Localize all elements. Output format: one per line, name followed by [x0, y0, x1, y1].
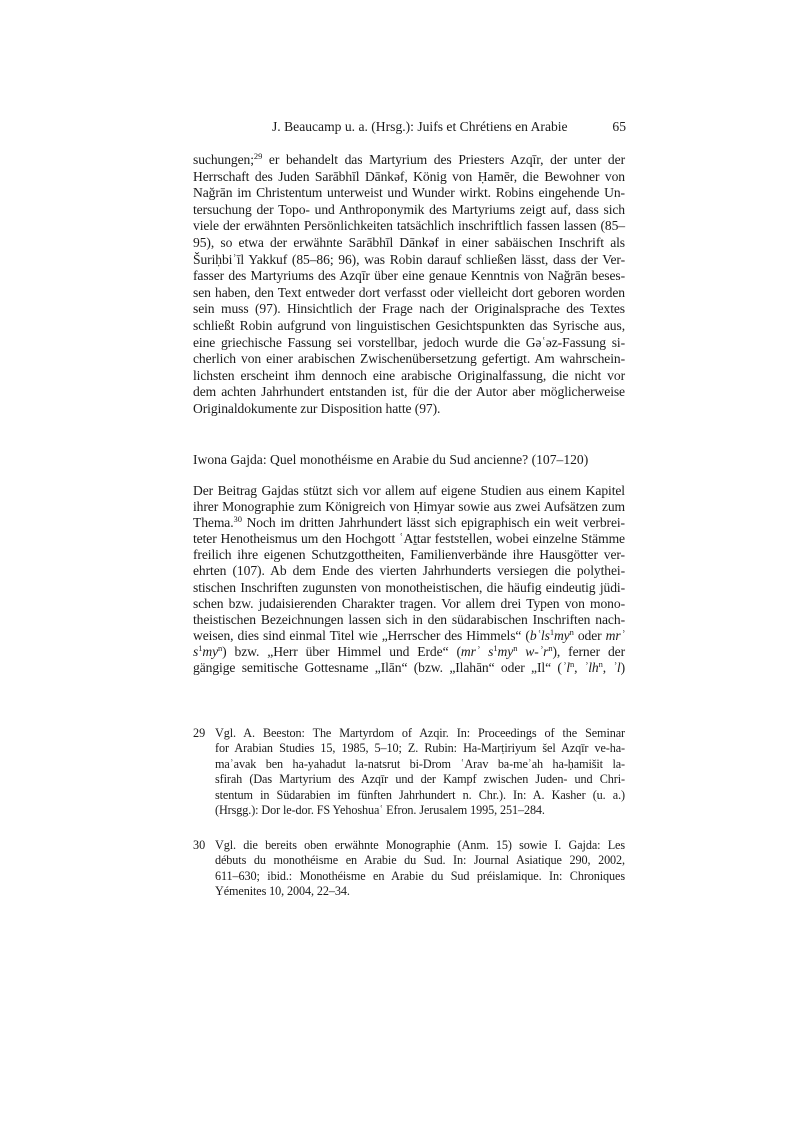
- text-segment: Der Beitrag Gajdas stützt sich vor allem auf eigene Studien aus einem Kapitel: [193, 483, 625, 498]
- text-segment: 95), so etwa der erwähnte Sarābhīl Dānkəf in einer sabäischen Inschrift als: [193, 234, 625, 250]
- text-segment: Vgl. die bereits oben erwähnte Monographie (Anm. 15) sowie I. Gajda: Les: [215, 838, 625, 852]
- text-line: [215, 838, 625, 853]
- text-line: [193, 401, 625, 418]
- text-segment: Šuriḥbiʾīl Yakkuf (85–86; 96), was Robin darauf schließen lässt, dass der Ver-: [193, 251, 625, 267]
- text-line: [215, 884, 625, 899]
- text-segment: ʾl: [561, 660, 570, 676]
- text-line: [193, 368, 625, 385]
- text-line: [193, 202, 625, 219]
- text-segment: schen bzw. judaisierenden Charakter tragen. Vor allem drei Typen von mono-: [193, 595, 625, 611]
- footnote-text: [215, 838, 625, 900]
- text-segment: Thema.: [193, 515, 234, 531]
- text-line: [193, 268, 625, 285]
- text-segment: tersuchung der Topo- und Anthroponymik des Martyriums zeigt auf, dass sich: [193, 201, 625, 217]
- text-line: [193, 644, 625, 660]
- text-segment: Nağrān im Christentum unterweist und Wunder wirkt. Robins eingehende Un-: [193, 185, 625, 201]
- text-line: [193, 483, 625, 499]
- text-segment: sfirah (Das Martyrium des Azqīr und der Kampf zwischen Juden- und Chri-: [215, 772, 625, 787]
- text-line: [215, 741, 625, 756]
- text-segment: ehrten (107). Ab dem Ende des vierten Jahrhunderts versiegen die polythei-: [193, 563, 625, 579]
- running-head: J. Beaucamp u. a. (Hrsg.): Juifs et Chrétiens en Arabie: [272, 119, 568, 134]
- text-segment: (Hrsgg.): Dor le-dor. FS Yehoshuaʿ Efron. Jerusalem 1995, 251–284.: [215, 802, 545, 817]
- text-segment: schließt Robin aufgrund von linguistischen Gesichtspunkten das Syrische aus,: [193, 317, 625, 333]
- footnote-text: [215, 726, 625, 818]
- text-line: [193, 531, 625, 547]
- text-segment: Originaldokumente zur Disposition hatte (97).: [193, 400, 441, 416]
- superscript: n: [218, 642, 223, 653]
- superscript: n: [569, 626, 574, 637]
- text-line: [193, 185, 625, 202]
- footnote-number: 30: [193, 838, 206, 852]
- superscript: 1: [493, 642, 498, 653]
- text-line: [193, 285, 625, 302]
- text-line: [193, 169, 625, 186]
- text-segment: ) bzw. „Herr über Himmel und Erde“ (: [222, 643, 461, 659]
- text-line: [193, 628, 625, 644]
- text-segment: ): [620, 660, 625, 676]
- text-segment: stentum in Südarabien im fünften Jahrhundert n. Chr.). In: A. Kasher (u. a.): [215, 787, 625, 802]
- text-segment: gängige semitische Gottesname „Ilān“ (bzw. „Ilahān“ oder „Il“ (: [193, 660, 562, 676]
- text-segment: Vgl. A. Beeston: The Martyrdom of Azqir. In: Proceedings of the Seminar: [215, 726, 625, 740]
- text-line: [193, 235, 625, 252]
- text-line: [193, 515, 625, 531]
- paragraph-gajda-summary: [193, 483, 625, 676]
- text-segment: ʾlh: [583, 660, 599, 676]
- text-segment: ihrer Monographie zum Königreich von Ḥimyar sowie aus zwei Aufsätzen zum: [193, 499, 625, 515]
- text-line: [215, 788, 625, 803]
- superscript: n: [548, 642, 553, 653]
- text-line: [215, 803, 625, 818]
- text-line: [193, 351, 625, 368]
- text-line: [193, 318, 625, 335]
- text-line: [193, 384, 625, 401]
- superscript: n: [569, 659, 575, 670]
- text-segment: w-ʾr: [517, 643, 549, 659]
- text-line: [193, 301, 625, 318]
- text-segment: my: [202, 643, 219, 659]
- text-line: [193, 580, 625, 596]
- text-segment: dem achten Jahrhundert entstanden ist, für die der Autor aber möglicherweise: [193, 384, 625, 400]
- text-segment: theistischen Bezeichnungen lassen sich in den südarabischen Inschriften nach-: [193, 611, 625, 627]
- section-heading: Iwona Gajda: Quel monothéisme en Arabie du Sud ancienne? (107–120): [193, 452, 589, 467]
- text-segment: Yémenites 10, 2004, 22–34.: [215, 884, 350, 899]
- text-line: [193, 152, 625, 169]
- text-line: [193, 612, 625, 628]
- text-line: [193, 335, 625, 352]
- text-segment: my: [497, 643, 514, 659]
- text-segment: 611–630; ibid.: Monothéisme en Arabie du Sud préislamique. In: Chroniques: [215, 868, 625, 883]
- text-line: [215, 772, 625, 787]
- text-segment: my: [553, 627, 570, 643]
- text-segment: sein muss (97). Hinsichtlich der Frage nach der Originalsprache des Textes: [193, 301, 625, 317]
- text-segment: ,: [602, 660, 613, 676]
- page-number: 65: [612, 119, 626, 134]
- superscript: 1: [198, 642, 203, 653]
- superscript: 1: [549, 626, 554, 637]
- text-segment: oder: [573, 627, 606, 643]
- text-segment: er behandelt das Martyrium des Priesters Azqīr, der unter der: [262, 152, 625, 167]
- superscript: 30: [233, 514, 242, 525]
- text-line: [193, 596, 625, 612]
- text-segment: viele der erwähnten Persönlichkeiten tatsächlich inschriftlich fassen lassen (85–: [193, 218, 625, 234]
- text-segment: ʾl: [612, 660, 621, 676]
- text-segment: suchungen;: [193, 152, 254, 167]
- text-segment: bʿls: [529, 627, 550, 643]
- text-segment: stischen Inschriften zugunsten von monotheistischen, die häufig eindeutig jüdi-: [193, 579, 625, 595]
- text-line: [193, 218, 625, 235]
- paragraph-robin-summary: [193, 152, 625, 418]
- text-segment: sen haben, den Text entweder dort verfasst oder vielleicht dort geboren worden: [193, 284, 625, 300]
- superscript: 29: [253, 151, 263, 161]
- text-line: [215, 726, 625, 741]
- superscript: n: [513, 642, 518, 653]
- text-segment: for Arabian Studies 15, 1985, 5–10; Z. Rubin: Ha-Marṭiriyum šel Azqīr ve-ha-: [215, 741, 625, 756]
- text-segment: weisen, dies sind einmal Titel wie „Herrscher des Himmels“ (: [193, 627, 530, 643]
- text-line: [193, 252, 625, 269]
- text-segment: débuts du monothéisme en Arabie du Sud. In: Journal Asiatique 290, 2002,: [215, 853, 625, 868]
- text-segment: maʾavak ben ha-yahadut la-natsrut bi-Drom ʿArav ba-meʾah ha-ḥamišit la-: [215, 756, 625, 771]
- text-segment: cherlich von einer arabischen Zwischenübersetzung gefertigt. Am wahrschein-: [193, 351, 625, 367]
- text-segment: ), ferner der: [552, 643, 625, 659]
- text-segment: ,: [574, 660, 584, 676]
- text-line: [215, 869, 625, 884]
- text-segment: teter Henotheismus um den Hochgott ʿAṯtar feststellen, wobei einzelne Stämme: [193, 531, 625, 547]
- text-line: [193, 563, 625, 579]
- text-line: [193, 547, 625, 563]
- text-segment: eine griechische Fassung sei vorstellbar, jedoch wurde die Gəʿəz-Fassung si-: [193, 334, 625, 350]
- superscript: n: [598, 659, 603, 670]
- text-line: [215, 757, 625, 772]
- text-line: [215, 853, 625, 868]
- text-segment: Herrschaft des Juden Sarābhīl Dānkəf, König von Ḥamēr, die Bewohner von: [193, 168, 625, 184]
- footnote-number: 29: [193, 726, 206, 740]
- text-segment: s: [193, 643, 199, 659]
- text-segment: lichsten erscheint ihm dennoch eine arabische Originalfassung, die nicht vor: [193, 367, 625, 383]
- text-segment: fasser des Martyriums des Azqīr über eine genaue Kenntnis von Nağrān beses-: [193, 268, 625, 284]
- text-line: [193, 499, 625, 515]
- text-line: [193, 660, 625, 676]
- text-segment: mrʾ: [605, 627, 625, 643]
- text-segment: freilich ihre eigenen Schutzgottheiten, Familienverbände ihre Hausgötter ver-: [193, 547, 625, 563]
- text-segment: Noch im dritten Jahrhundert lässt sich epigraphisch ein weit verbrei-: [241, 515, 625, 531]
- text-segment: mrʾ s: [460, 643, 494, 659]
